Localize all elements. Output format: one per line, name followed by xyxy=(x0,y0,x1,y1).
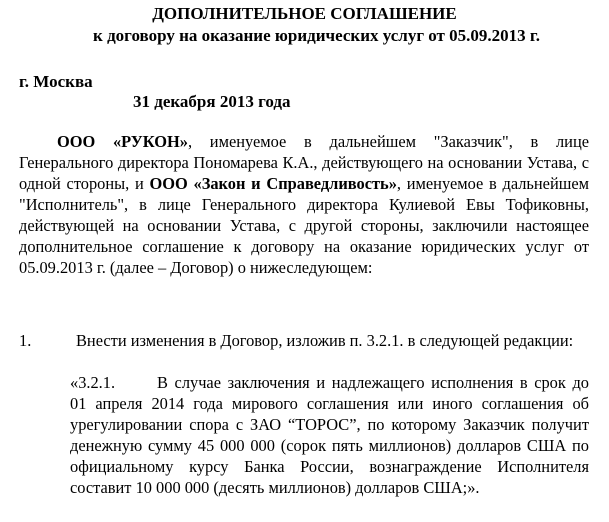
party1-name: ООО «РУКОН» xyxy=(57,132,188,151)
quoted-clause-text: В случае заключения и надлежащего исполнения в срок до 01 апреля 2014 года мирового соглашения или иного соглашения об урегулировании спора с ЗАО “ТОРОС”, по которому Заказчик получит денежную сумму 45 000 000 (сорок пять миллионов) долларов США по официальному курсу Банка России, вознаграждение Исполнителя составит 10 000 000 (десять миллионов) долларов США;». xyxy=(70,373,589,497)
party2-name: ООО «Закон и Справедливость» xyxy=(149,174,397,193)
quoted-clause-number: «3.2.1. xyxy=(70,373,116,392)
document-place: г. Москва xyxy=(19,72,93,91)
list-item-number: 1. xyxy=(19,331,32,350)
quoted-clause xyxy=(70,372,589,498)
preamble-text-1: , именуемое в дальнейшем "Заказчик", в лице Генерального директора Пономарева К.А., действующего на основании Устава, с одной стороны, и xyxy=(19,132,589,193)
list-item-text-body: Внести изменения в Договор, изложив п. 3.2.1. в следующей редакции: xyxy=(76,331,574,350)
document-date: 31 декабря 2013 года xyxy=(133,92,291,111)
preamble-paragraph xyxy=(19,131,589,278)
preamble-text-2: , именуемое в дальнейшем "Исполнитель", в лице Генерального директора Кулиевой Евы Тофиковны, действующей на основании Устава, с другой стороны, заключили настоящее дополнительное соглашение к договору на оказание юридических услуг от 05.09.2013 г. (далее – Договор) о нижеследующем: xyxy=(19,174,589,277)
document-title: ДОПОЛНИТЕЛЬНОЕ СОГЛАШЕНИЕ xyxy=(152,4,457,23)
list-item-text xyxy=(76,330,589,351)
document-subtitle: к договору на оказание юридических услуг от 05.09.2013 г. xyxy=(93,26,540,45)
